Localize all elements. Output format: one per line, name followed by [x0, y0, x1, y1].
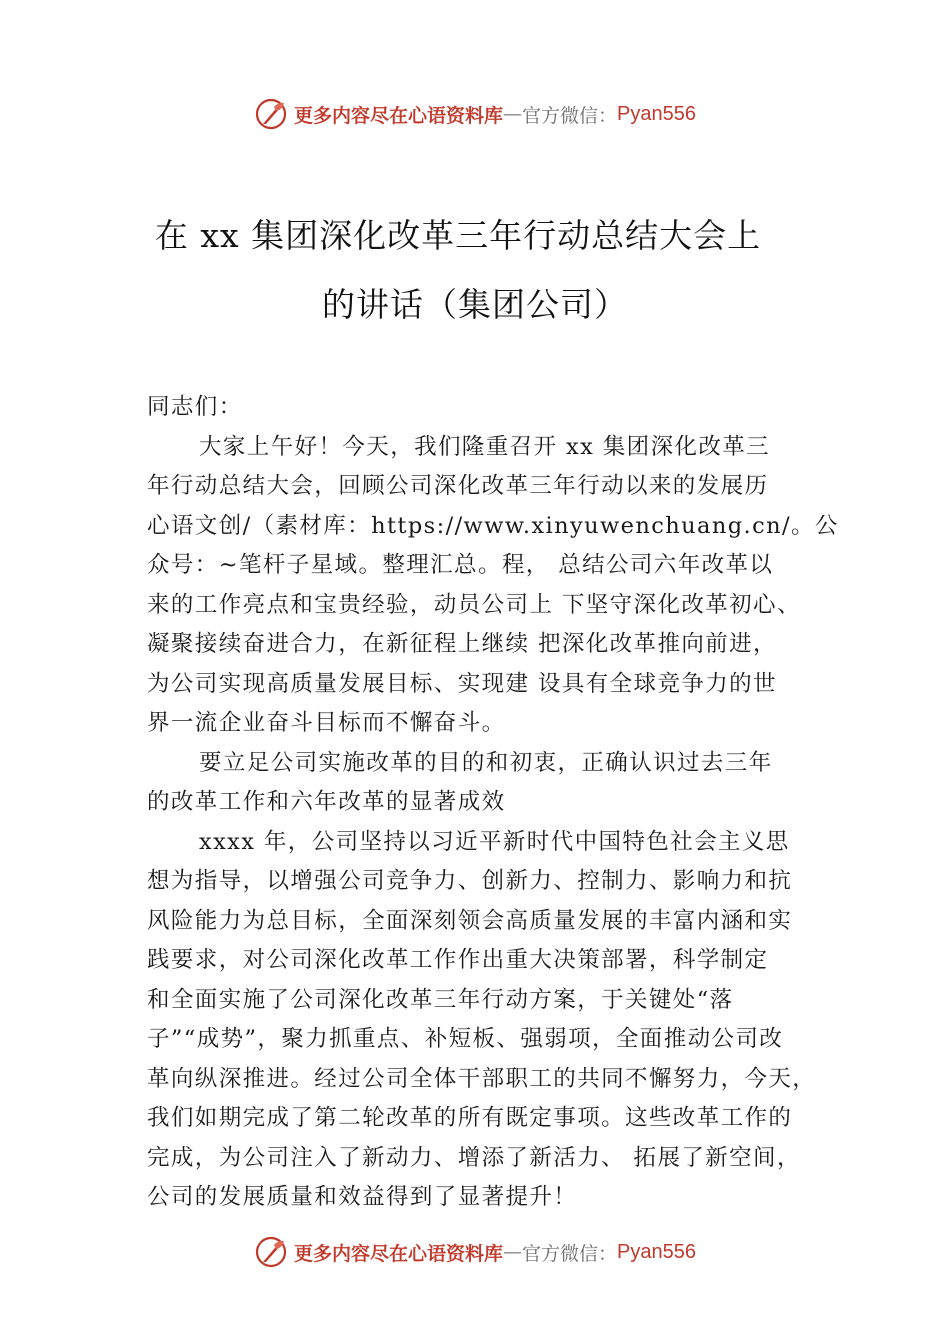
banner-main-text: 更多内容尽在心语资料库 [294, 104, 504, 127]
document-body [147, 388, 839, 1218]
banner-wechat-label: 官方微信： [522, 1242, 618, 1265]
body-line: 界一流企业奋斗目标而不懈奋斗。 [147, 710, 506, 736]
document-title-line-2: 的讲话（集团公司） [322, 285, 628, 324]
body-line: 子”“成势”，聚力抓重点、补短板、强弱项，全面推动公司改 [147, 1026, 784, 1052]
body-line: 众号：~笔杆子星域。整理汇总。程， 总结公司六年改革以 [147, 552, 774, 578]
body-line: 大家上午好！今天，我们隆重召开 xx 集团深化改革三 [199, 433, 771, 460]
salutation: 同志们： [147, 394, 243, 420]
body-line: 要立足公司实施改革的目的和初衷，正确认识过去三年 [199, 749, 773, 776]
document-title-line-1: 在 xx 集团深化改革三年行动总结大会上 [154, 216, 762, 255]
body-line: 完成，为公司注入了新动力、增添了新活力、 拓展了新空间， [147, 1144, 801, 1171]
quill-circle-icon [254, 1235, 288, 1269]
footer-banner [0, 1232, 950, 1272]
banner-wechat-id: Pyan556 [617, 102, 696, 125]
banner-main-text: 更多内容尽在心语资料库 [294, 1242, 504, 1265]
body-line: 想为指导，以增强公司竞争力、创新力、控制力、影响力和抗 [147, 868, 793, 894]
body-line: 践要求，对公司深化改革工作作出重大决策部署，科学制定 [147, 947, 769, 973]
banner-dash: — [503, 1241, 523, 1263]
quill-circle-icon [254, 97, 288, 131]
body-line: 革向纵深推进。经过公司全体干部职工的共同不懈努力，今天， [147, 1065, 817, 1092]
body-line: 风险能力为总目标，全面深刻领会高质量发展的丰富内涵和实 [147, 907, 793, 934]
body-line: 为公司实现高质量发展目标、实现建 设具有全球竞争力的世 [147, 670, 777, 697]
body-line: 来的工作亮点和宝贵经验，动员公司上 下坚守深化改革初心、 [147, 591, 801, 618]
body-line: 我们如期完成了第二轮改革的所有既定事项。这些改革工作的 [147, 1105, 793, 1131]
body-line: xxxx 年，公司坚持以习近平新时代中国特色社会主义思 [199, 828, 790, 855]
body-line: 公司的发展质量和效益得到了显著提升！ [147, 1184, 578, 1210]
body-line: 凝聚接续奋进合力，在新征程上继续 把深化改革推向前进， [147, 631, 777, 657]
body-line: 年行动总结大会，回顾公司深化改革三年行动以来的发展历 [147, 473, 769, 499]
header-banner [0, 94, 950, 134]
banner-wechat-label: 官方微信： [522, 104, 618, 127]
body-line: 心语文创/（素材库：https://www.xinyuwenchuang.cn/。公 [147, 512, 839, 539]
body-line: 的改革工作和六年改革的显著成效 [147, 789, 506, 815]
banner-dash: — [503, 103, 523, 125]
banner-wechat-id: Pyan556 [617, 1240, 696, 1263]
body-line: 和全面实施了公司深化改革三年行动方案，于关键处“落 [147, 986, 734, 1013]
